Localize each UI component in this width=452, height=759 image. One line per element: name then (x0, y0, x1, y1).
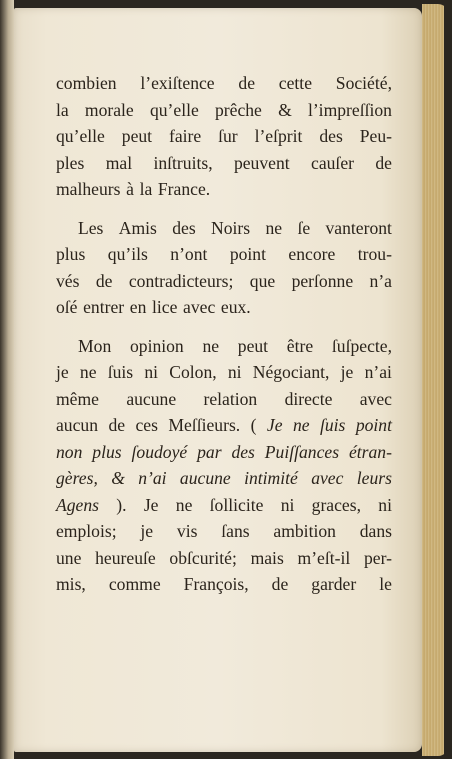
word: la (139, 179, 153, 199)
word: emplois; (56, 521, 117, 541)
word: intimité (244, 468, 298, 488)
word: qu’elle (149, 99, 199, 120)
word: plus (56, 244, 86, 264)
text-line (56, 571, 392, 598)
word: n’a (369, 270, 392, 291)
word: peut (237, 335, 269, 356)
text-line (56, 268, 392, 295)
word: m’eſt-il (297, 547, 351, 568)
word: Amis (118, 217, 157, 238)
word: per- (364, 547, 392, 568)
word: plus (92, 441, 122, 462)
word: ſur (218, 126, 238, 146)
word: & (278, 99, 292, 120)
word: ni (378, 494, 392, 515)
word: ples (56, 152, 85, 173)
word: Je (266, 415, 283, 435)
text-line (56, 545, 392, 572)
word: obſcurité; (169, 547, 237, 568)
word: entrer (83, 297, 125, 317)
word: ni (144, 362, 159, 382)
paragraph-gap (56, 321, 392, 333)
word: François, (183, 574, 249, 594)
word: ambition (273, 521, 336, 541)
word: dans (359, 521, 392, 541)
word: même (56, 388, 99, 409)
word: opinion (129, 335, 184, 356)
word: une (56, 547, 82, 568)
word: aucun (56, 415, 99, 435)
text-line (56, 412, 392, 439)
word: de (271, 574, 289, 594)
word: combien (56, 73, 117, 93)
word: vis (176, 521, 198, 541)
text-line (56, 465, 392, 492)
word: vanteront (325, 217, 392, 238)
word: qu’elle (56, 126, 105, 146)
word: heureuſe (95, 547, 156, 568)
word: avec (359, 388, 392, 409)
word: mis, (56, 574, 86, 594)
text-line (56, 150, 392, 177)
word: ne (175, 494, 193, 515)
word: ). (116, 494, 127, 515)
word: de (95, 270, 113, 291)
word: cauſer (311, 152, 354, 173)
word: eux. (220, 297, 251, 317)
word: mais (250, 547, 284, 568)
word: malheurs (56, 179, 121, 199)
word: être (286, 335, 314, 356)
word: ne (265, 217, 283, 238)
word: Je (143, 494, 159, 515)
word: ſans (221, 521, 250, 541)
word: l’eſprit (254, 126, 303, 146)
text-line (56, 123, 392, 150)
paragraph (56, 215, 392, 321)
word: trou- (357, 244, 392, 264)
word: ne (292, 415, 310, 435)
word: n’ai (364, 362, 392, 382)
word: leurs (356, 468, 392, 488)
word: Colon, (169, 362, 217, 382)
word: relation (203, 388, 258, 409)
text-line (56, 176, 392, 203)
word: je (340, 362, 354, 382)
text-line (56, 518, 392, 545)
word: des (172, 217, 196, 238)
word: ſuſpecte, (331, 335, 392, 356)
word: aucune (179, 468, 231, 488)
word: des (319, 126, 343, 146)
word: le (379, 574, 392, 594)
word: mal (105, 152, 133, 173)
word: avec (183, 297, 216, 317)
word: vés (56, 270, 80, 291)
text-line (56, 294, 392, 321)
word: aucune (126, 388, 177, 409)
word: gères, (56, 468, 98, 488)
word: je (140, 521, 154, 541)
word: par (197, 441, 222, 462)
text-line (56, 97, 392, 124)
word: Les (78, 217, 104, 238)
word: oſé (56, 297, 78, 317)
text-line (56, 439, 392, 466)
paragraph (56, 70, 392, 203)
word: lice (152, 297, 178, 317)
word: encore (288, 244, 336, 264)
word: ne (79, 362, 97, 382)
word: n’ai (138, 468, 167, 488)
word: ſe (297, 217, 311, 238)
word: non (56, 441, 83, 462)
word: point (229, 244, 266, 264)
word: directe (284, 388, 333, 409)
text-line (56, 70, 392, 97)
word: & (111, 468, 125, 488)
text-line (56, 241, 392, 268)
word: peuvent (233, 152, 290, 173)
word: morale (84, 99, 134, 120)
word: ni (280, 494, 295, 515)
text-line (56, 386, 392, 413)
word: inſtruits, (153, 152, 213, 173)
word: Société, (335, 73, 392, 93)
text-line (56, 359, 392, 386)
word: Agens (56, 494, 99, 515)
word: de (238, 73, 256, 93)
paragraph (56, 333, 392, 598)
word: faire (168, 126, 202, 146)
text-line (56, 492, 392, 519)
word: ſuis (107, 362, 134, 382)
word: à (126, 179, 134, 199)
word: l’exiſtence (140, 73, 215, 93)
paragraph-gap (56, 203, 392, 215)
word: perſonne (291, 270, 354, 291)
word: ſoudoyé (131, 441, 188, 462)
scan-border (444, 0, 452, 759)
word: des (231, 441, 255, 462)
text-line (56, 333, 392, 360)
word: en (129, 297, 147, 317)
word: garder (311, 574, 357, 594)
word: Mon (78, 335, 112, 356)
word: de (375, 152, 392, 173)
word: France. (157, 179, 211, 199)
word: Négociant, (252, 362, 330, 382)
word: que (249, 270, 276, 291)
word: prêche (214, 99, 262, 120)
word: comme (108, 574, 161, 594)
word: l’impreſſion (307, 99, 392, 120)
word: la (56, 99, 69, 120)
word: Puiſſances (264, 441, 340, 462)
word: peut (121, 126, 153, 146)
text-line (56, 215, 392, 242)
word: Peu- (359, 126, 392, 146)
binding-shadow (0, 0, 14, 759)
word: point (355, 415, 392, 435)
word: je (56, 362, 69, 382)
word: ( (250, 415, 257, 435)
word: étran- (348, 441, 392, 462)
word: de (108, 415, 126, 435)
word: ne (202, 335, 220, 356)
word: ſollicite (209, 494, 264, 515)
word: n’ont (170, 244, 208, 264)
word: avec (311, 468, 344, 488)
word: qu’ils (107, 244, 148, 264)
page-text (56, 70, 392, 598)
word: Meſſieurs. (168, 415, 241, 435)
word: contradicteurs; (128, 270, 234, 291)
word: ces (135, 415, 158, 435)
word: ſuis (319, 415, 346, 435)
word: Noirs (211, 217, 251, 238)
word: graces, (311, 494, 361, 515)
word: ni (227, 362, 242, 382)
word: cette (278, 73, 312, 93)
